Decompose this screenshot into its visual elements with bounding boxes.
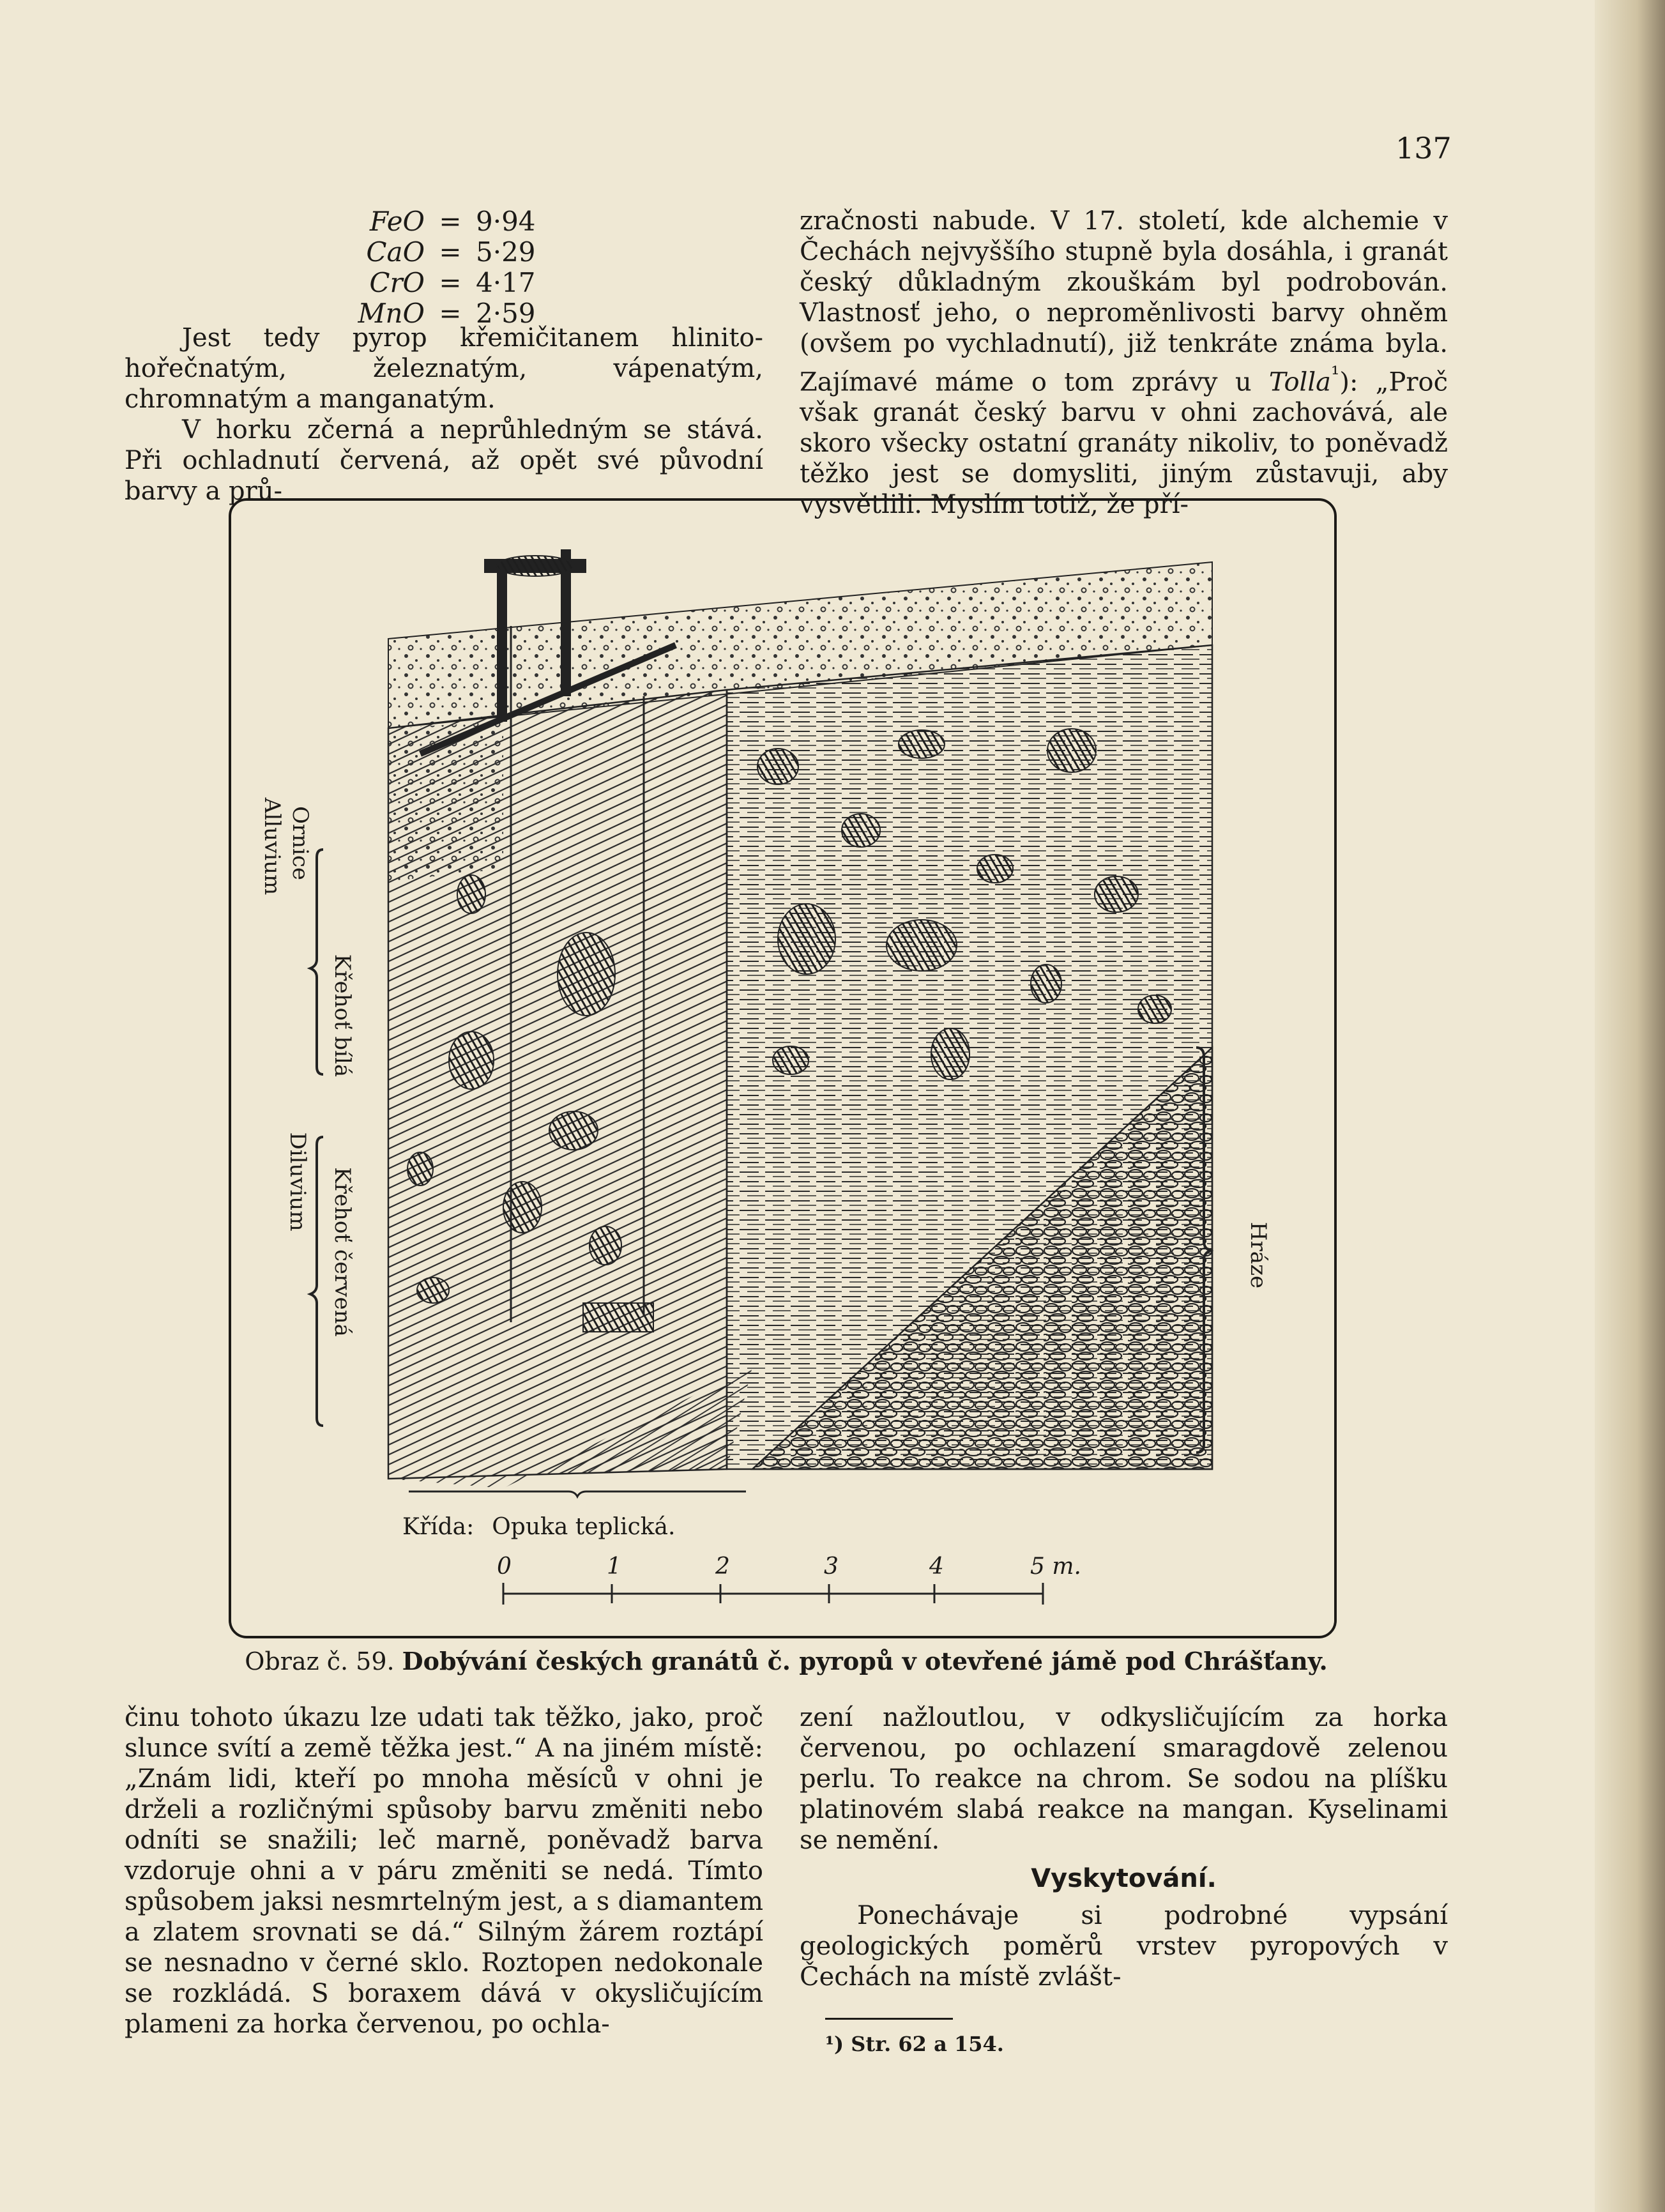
label-krehot-cervena: Křehoť červená (330, 1167, 355, 1337)
label-ornice: Ornice (287, 805, 313, 881)
column-bottom-right (800, 1702, 1448, 2059)
formula-symbol: CrO (369, 266, 425, 298)
formula-symbol: MnO (358, 297, 425, 329)
figure-caption (125, 1647, 1448, 1675)
label-hraze: Hráze (1245, 1221, 1271, 1289)
formula-value: 2·59 (476, 297, 536, 329)
formula-equals: = (439, 297, 462, 329)
scale-tick-label: 4 (929, 1553, 944, 1580)
formula-symbol: CaO (366, 236, 425, 268)
label-krehot-bila: Křehoť bílá (330, 954, 355, 1078)
text-run: ): „Proč však granát český barvu v ohni zachovává, ale skoro všecky ostatní granáty nikoliv, to poněvadž těžko jest se domysliti, jiným zůstavuji, aby vysvětlili. Myslím totiž, že pří- (800, 367, 1448, 520)
author-name: Tolla (1268, 367, 1331, 397)
scale-tick-label: 5 m. (1030, 1553, 1081, 1580)
formula-equals: = (439, 236, 462, 268)
page-edge (1595, 0, 1665, 2212)
paragraph: činu tohoto úkazu lze udati tak těžko, jako, proč slunce svítí a země těžka jest.“ A na jiném místě: „Znám lidi, kteří po mnoha měsíců v ohni je drželi a rozličnými spůsoby barvu změniti nebo odníti se snažili; leč marně, poněvadž barva vzdoruje ohni a v páru změniti se nedá. Tímto spůsobem jaksi nesmrtelným jest, a s diamantem a zlatem srovnati se dá.“ Silným žárem roztápí se nesnadno v černé sklo. Roztopen nedokonale se rozkládá. S boraxem dává v okysličujícím plameni za horka červenou, po ochla- (125, 1703, 763, 2039)
label-opuka: Opuka teplická. (492, 1514, 676, 1540)
section-heading: Vyskytování. (1031, 1864, 1217, 1893)
scale-tick-label: 0 (497, 1553, 512, 1580)
footnote: ¹) Str. 62 a 154. (825, 2032, 1004, 2056)
paragraph: Jest tedy pyrop křemičitanem hlinito-hořečnatým, železnatým, vápenatým, chromnatým a manganatým. (125, 323, 763, 414)
paragraph: zení nažloutlou, v odkysličujícím za horka červenou, po ochlazení smaragdově zelenou perlu. To reakce na chrom. Se sodou na plíšku platinovém slabá reakce na mangan. Kyselinami se nemění. (800, 1703, 1448, 1855)
figure-pit-illustration (229, 498, 1337, 1638)
column-bottom-left (125, 1702, 763, 2040)
formula-list (354, 206, 559, 328)
formula-value: 4·17 (476, 266, 536, 298)
text-run: zračnosti nabude. V 17. století, kde alchemie v Čechách nejvyššího stupně byla dosáhla, i granát český důkladným zkouškám byl podrobován. Vlastnosť jeho, o neproměnlivosti barvy ohněm (ovšem po vychladnutí), již tenkráte známa byla. Zajímavé máme o tom zprávy u (800, 206, 1448, 397)
scale-tick-label: 2 (715, 1553, 730, 1580)
formula-value: 5·29 (476, 236, 536, 268)
column-top-left (125, 323, 763, 507)
scale-tick-label: 3 (824, 1553, 839, 1580)
formula-equals: = (439, 266, 462, 298)
label-alluvium: Alluvium (259, 797, 285, 896)
scale-tick-label: 1 (607, 1553, 621, 1580)
label-krida: Křída: (402, 1514, 475, 1540)
caption-prefix: Obraz č. 59. (245, 1647, 395, 1675)
label-chalk (402, 1514, 675, 1540)
formula-row (354, 236, 559, 267)
formula-row (354, 267, 559, 298)
paragraph (800, 206, 1448, 520)
label-diluvium: Diluvium (285, 1132, 310, 1232)
formula-equals: = (439, 205, 462, 237)
footnote-mark: ¹ (1330, 362, 1340, 386)
figure-drawing (229, 498, 1337, 1638)
formula-value: 9·94 (476, 205, 536, 237)
page-number: 137 (1395, 131, 1452, 165)
caption-title: Dobývání českých granátů č. pyropů v otevřené jámě pod Chrášťany. (402, 1647, 1328, 1675)
paragraph: V horku zčerná a neprůhledným se stává. Při ochladnutí červená, až opět své původní barvy a prů- (125, 415, 763, 506)
formula-symbol: FeO (369, 205, 425, 237)
column-top-right (800, 206, 1448, 520)
footnote-divider (825, 2018, 953, 2020)
paragraph: Ponechávaje si podrobné vypsání geologických poměrů vrstev pyropových v Čechách na místě zvlášt- (800, 1901, 1448, 1992)
formula-row (354, 206, 559, 236)
